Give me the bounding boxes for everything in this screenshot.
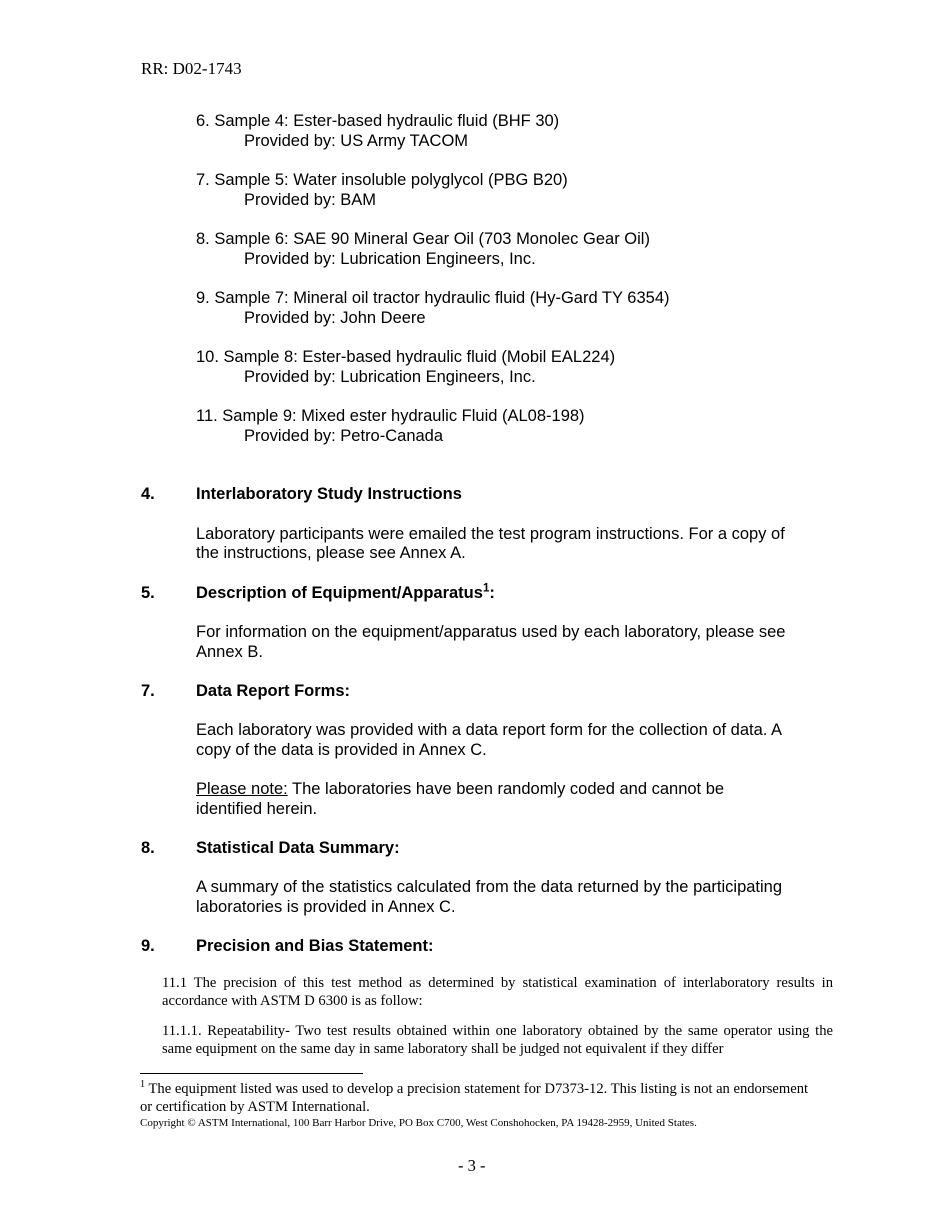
section-heading: Statistical Data Summary: bbox=[196, 839, 400, 857]
section-body-line: Annex B. bbox=[196, 643, 263, 661]
section-body-line: Laboratory participants were emailed the test program instructions. For a copy of bbox=[196, 525, 785, 543]
sample-item-provider: Provided by: BAM bbox=[244, 191, 377, 209]
sample-item-provider: Provided by: US Army TACOM bbox=[244, 132, 469, 150]
sample-item-provider: Provided by: Lubrication Engineers, Inc. bbox=[244, 250, 536, 268]
section-number: 4. bbox=[141, 485, 155, 503]
repeatability-paragraph: 11.1.1. Repeatability- Two test results obtained within one laboratory obtained by the same operator using the same equipment on the same day in same laboratory shall be judged not equivalent if they differ bbox=[162, 1023, 833, 1057]
footnote: $^1$ The equipment listed was used to develop a precision statement for D7373-12. This listing is not an endorsement or certification by ASTM International. bbox=[140, 1079, 809, 1115]
section-number: 7. bbox=[141, 682, 155, 700]
precision-paragraph: 11.1 The precision of this test method as determined by statistical examination of interlaboratory results in accordance with ASTM D 6300 is as follow: bbox=[162, 975, 833, 1009]
copyright-notice: Copyright © ASTM International, 100 Barr Harbor Drive, PO Box C700, West Conshohocken, PA 19428-2959, United States. bbox=[140, 1117, 697, 1129]
section-heading: Description of Equipment/Apparatus$^1$: bbox=[196, 582, 495, 602]
note-line: Please note: The laboratories have been randomly coded and cannot be bbox=[196, 780, 725, 798]
section-number: 9. bbox=[141, 937, 155, 955]
footnote-mark: 1 bbox=[140, 1079, 146, 1091]
section-heading: Precision and Bias Statement: bbox=[196, 937, 434, 955]
section-body-line: A summary of the statistics calculated from the data returned by the participating bbox=[196, 878, 783, 896]
section-body-line: Each laboratory was provided with a data report form for the collection of data. A bbox=[196, 721, 783, 739]
footnote-reference: 1 bbox=[482, 582, 490, 595]
sample-item-title: 11. Sample 9: Mixed ester hydraulic Fluid (AL08-198) bbox=[196, 407, 585, 425]
sample-item-provider: Provided by: Lubrication Engineers, Inc. bbox=[244, 368, 536, 386]
footnote-divider bbox=[140, 1073, 363, 1074]
section-body-line: copy of the data is provided in Annex C. bbox=[196, 741, 487, 759]
sample-item-title: 10. Sample 8: Ester-based hydraulic fluid (Mobil EAL224) bbox=[196, 348, 616, 366]
section-body-line: the instructions, please see Annex A. bbox=[196, 544, 466, 562]
section-heading: Interlaboratory Study Instructions bbox=[196, 485, 462, 503]
document-reference: RR: D02-1743 bbox=[141, 59, 242, 78]
sample-item-provider: Provided by: Petro-Canada bbox=[244, 427, 444, 445]
note-label: Please note: bbox=[196, 780, 288, 798]
sample-item-title: 7. Sample 5: Water insoluble polyglycol (PBG B20) bbox=[196, 171, 568, 189]
sample-item-title: 9. Sample 7: Mineral oil tractor hydraulic fluid (Hy-Gard TY 6354) bbox=[196, 289, 670, 307]
section-number: 8. bbox=[141, 839, 155, 857]
section-heading: Data Report Forms: bbox=[196, 682, 351, 700]
sample-item-title: 8. Sample 6: SAE 90 Mineral Gear Oil (703 Monolec Gear Oil) bbox=[196, 230, 650, 248]
sample-item-title: 6. Sample 4: Ester-based hydraulic fluid (BHF 30) bbox=[196, 112, 560, 130]
section-body-line: laboratories is provided in Annex C. bbox=[196, 898, 456, 916]
section-body-line: For information on the equipment/apparatus used by each laboratory, please see bbox=[196, 623, 786, 641]
section-number: 5. bbox=[141, 584, 155, 602]
note-line: identified herein. bbox=[196, 800, 318, 818]
sample-item-provider: Provided by: John Deere bbox=[244, 309, 426, 327]
page-number: - 3 - bbox=[458, 1156, 486, 1175]
